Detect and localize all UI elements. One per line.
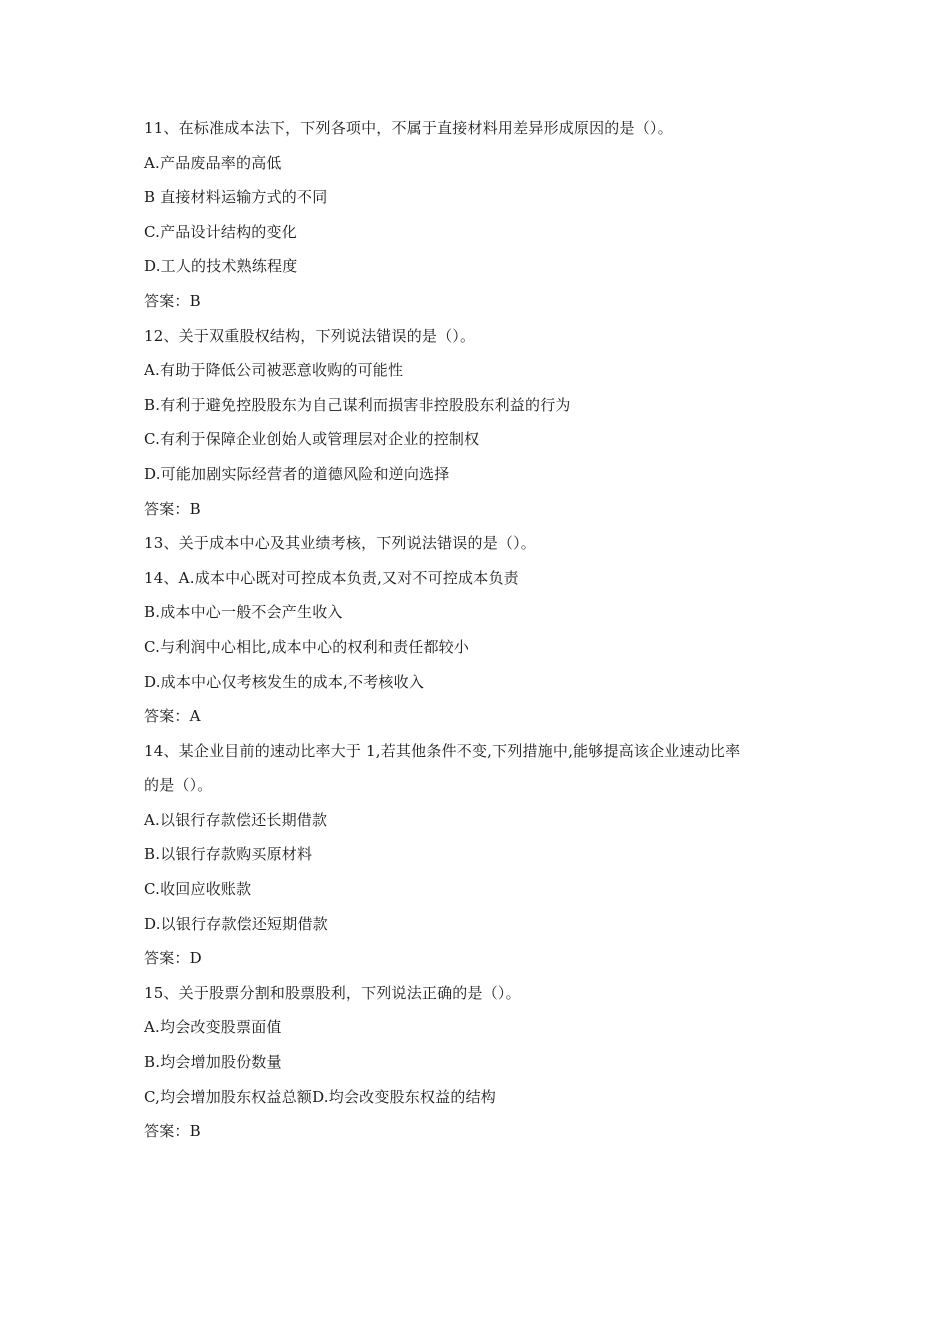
option-d: D.成本中心仅考核发生的成本,不考核收入	[144, 672, 425, 691]
option-c: C.与利润中心相比,成本中心的权利和责任都较小	[144, 637, 470, 656]
option-b: B.有利于避免控股股东为自己谋利而损害非控股股东利益的行为	[144, 395, 571, 414]
answer: 答案：A	[144, 707, 201, 726]
question-14: 14、某企业目前的速动比率大于 1,若其他条件不变,下列措施中,能够提高该企业速动比率	[144, 741, 741, 760]
question-11: 11、在标准成本法下，下列各项中，不属于直接材料用差异形成原因的是（）。	[144, 119, 673, 137]
question-14-continued: 的是（）。	[144, 776, 213, 795]
answer: 答案：B	[144, 1122, 201, 1141]
option-b: B 直接材料运输方式的不同	[144, 188, 328, 207]
option-a: A.以银行存款偿还长期借款	[144, 810, 328, 829]
option-a: A.产品废品率的高低	[144, 153, 282, 172]
option-c-d: C,均会增加股东权益总额D.均会改变股东权益的结构	[144, 1087, 496, 1106]
option-a: 14、A.成本中心既对可控成本负责,又对不可控成本负责	[144, 568, 519, 587]
answer: 答案：D	[144, 949, 202, 968]
option-d: D.以银行存款偿还短期借款	[144, 914, 328, 933]
option-d: D.工人的技术熟练程度	[144, 257, 298, 276]
document-body	[144, 116, 824, 1154]
question-12: 12、关于双重股权结构，下列说法错误的是（）。	[144, 326, 476, 345]
option-b: B.成本中心一般不会产生收入	[144, 603, 343, 622]
answer: 答案：B	[144, 499, 201, 518]
answer: 答案：B	[144, 291, 201, 310]
option-c: C.产品设计结构的变化	[144, 222, 297, 241]
option-c: C.收回应收账款	[144, 880, 252, 899]
option-d: D.可能加剧实际经营者的道德风险和逆向选择	[144, 464, 450, 483]
option-b: B.均会增加股份数量	[144, 1053, 282, 1072]
question-13: 13、关于成本中心及其业绩考核，下列说法错误的是（）。	[144, 534, 536, 553]
question-15: 15、关于股票分割和股票股利，下列说法正确的是（）。	[144, 983, 521, 1002]
option-a: A.有助于降低公司被恶意收购的可能性	[144, 361, 404, 380]
option-b: B.以银行存款购买原材料	[144, 845, 313, 864]
option-c: C.有利于保障企业创始人或管理层对企业的控制权	[144, 430, 480, 449]
option-a: A.均会改变股票面值	[144, 1018, 282, 1037]
